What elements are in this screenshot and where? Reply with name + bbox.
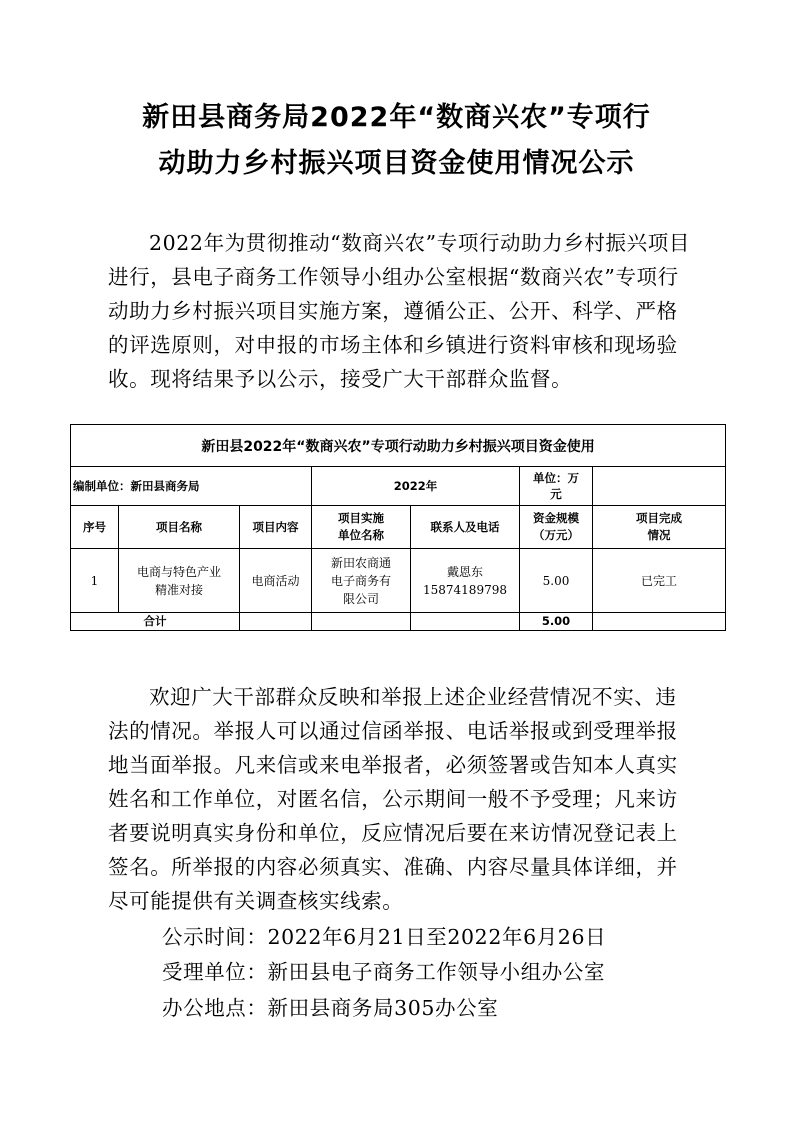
publicity-period: 公示时间：2022年6月21日至2022年6月26日	[162, 925, 607, 949]
row-impl-line-2: 电子商务有	[330, 573, 391, 588]
header-impl-unit	[312, 506, 411, 549]
office-location: 办公地点：新田县商务局305办公室	[162, 996, 499, 1020]
document-title-line-2: 动助力乡村振兴项目资金使用情况公示	[158, 148, 635, 179]
notice-paragraph	[108, 680, 693, 918]
row-content: 电商活动	[240, 549, 312, 613]
table-total-row	[71, 613, 726, 631]
header-impl-line-2: 单位名称	[338, 528, 384, 542]
accepting-office: 受理单位：新田县电子商务工作领导小组办公室	[162, 960, 606, 984]
header-status-line-1: 项目完成	[636, 511, 683, 525]
row-name-line-2: 精准对接	[154, 582, 203, 597]
row-impl-line-1: 新田农商通	[330, 555, 391, 570]
header-content: 项目内容	[240, 506, 312, 549]
header-name: 项目名称	[119, 506, 240, 549]
header-status-line-2: 情况	[647, 528, 671, 542]
table-header-row	[71, 506, 726, 549]
total-fund: 5.00	[520, 613, 593, 631]
unit-line-1: 单位：万	[533, 471, 579, 485]
row-name-line-1: 电商与特色产业	[136, 564, 221, 579]
notice-text: 欢迎广大干部群众反映和举报上述企业经营情况不实、违法的情况。举报人可以通过信函举报、电话举报或到受理举报地当面举报。凡来信或来电举报者，必须签署或告知本人真实姓名和工作单位，对匿名信，公示期间一般不予受理；凡来访者要说明真实身份和单位，反应情况后要在来访情况登记表上签名。所举报的内容必须真实、准确、内容尽量具体详细，并尽可能提供有关调查核实线索。	[108, 685, 678, 913]
compiling-org: 编制单位：新田县商务局	[71, 467, 312, 506]
unit-line-2: 元	[550, 487, 562, 501]
row-no: 1	[71, 549, 119, 613]
total-empty-1	[240, 613, 312, 631]
row-contact-phone: 15874189798	[423, 582, 507, 597]
intro-text: 2022年为贯彻推动“数商兴农”专项行动助力乡村振兴项目进行，县电子商务工作领导小组办公室根据“数商兴农”专项行动助力乡村振兴项目实施方案，遵循公正、公开、科学、严格的评选原则，对申报的市场主体和乡镇进行资料审核和现场验收。现将结果予以公示，接受广大干部群众监督。	[108, 231, 690, 391]
meta-empty-cell	[593, 467, 726, 506]
header-impl-line-1: 项目实施	[338, 511, 384, 525]
table-meta-row	[71, 467, 726, 506]
row-contact-name: 戴恩东	[446, 564, 483, 579]
intro-paragraph	[108, 226, 693, 396]
row-status: 已完工	[593, 549, 726, 613]
fund-usage-table	[70, 424, 726, 631]
row-contact	[411, 549, 520, 613]
row-fund: 5.00	[520, 549, 593, 613]
row-impl-line-3: 限公司	[342, 591, 379, 606]
row-name	[119, 549, 240, 613]
table-year: 2022年	[312, 467, 520, 506]
total-empty-2	[312, 613, 411, 631]
document-title-line-1: 新田县商务局2022年“数商兴农”专项行	[142, 102, 651, 133]
total-label: 合计	[71, 613, 240, 631]
header-fund-line-1: 资金规模	[533, 511, 579, 525]
header-no: 序号	[71, 506, 119, 549]
table-row	[71, 549, 726, 613]
header-fund-line-2: （万元）	[533, 528, 579, 542]
header-contact: 联系人及电话	[411, 506, 520, 549]
header-status	[593, 506, 726, 549]
total-empty-4	[593, 613, 726, 631]
table-unit	[520, 467, 593, 506]
row-impl-unit	[312, 549, 411, 613]
header-fund	[520, 506, 593, 549]
table-caption: 新田县2022年“数商兴农”专项行动助力乡村振兴项目资金使用	[71, 425, 726, 467]
total-empty-3	[411, 613, 520, 631]
